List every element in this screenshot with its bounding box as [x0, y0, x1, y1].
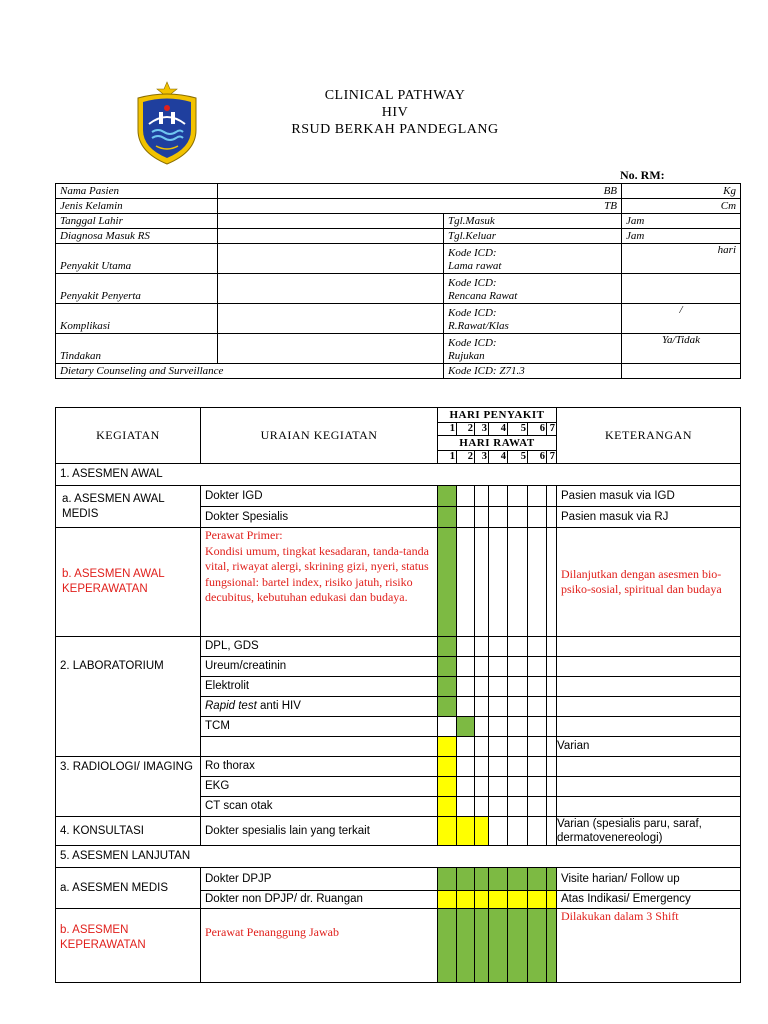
day-cell-green	[489, 868, 508, 891]
day-cell-green	[547, 868, 557, 891]
jam-masuk-label: Jam	[622, 214, 741, 229]
empty-cell	[557, 797, 741, 817]
ureum-text: Ureum/creatinin	[201, 657, 438, 677]
day-cell	[528, 677, 547, 697]
day-cell	[528, 777, 547, 797]
day-cell-yellow	[438, 757, 457, 777]
tgl-keluar-label: Tgl.Keluar	[444, 229, 622, 244]
day-cell	[547, 637, 557, 657]
day-cell	[508, 697, 528, 717]
hari-unit: hari	[622, 244, 741, 274]
day-number: 5	[508, 423, 528, 436]
empty-cell	[557, 637, 741, 657]
day-cell	[528, 757, 547, 777]
perawat-pj-text: Perawat Penanggung Jawab	[201, 909, 438, 983]
day-cell	[508, 817, 528, 846]
day-cell	[475, 677, 489, 697]
day-cell-green	[438, 657, 457, 677]
slash-mark: /	[622, 304, 741, 334]
empty-cell	[218, 274, 444, 304]
day-cell	[547, 697, 557, 717]
empty-cell	[557, 657, 741, 677]
day-cell	[508, 657, 528, 677]
tanggal-lahir-label: Tanggal Lahir	[56, 214, 218, 229]
day-cell	[547, 677, 557, 697]
kegiatan-header: KEGIATAN	[56, 408, 201, 464]
no-rm-label: No. RM:	[620, 168, 665, 182]
title-line-1: CLINICAL PATHWAY	[324, 88, 466, 103]
kg-unit: Kg	[622, 184, 741, 199]
day-cell-green	[438, 507, 457, 528]
diagnosa-label: Diagnosa Masuk RS	[56, 229, 218, 244]
title-line-3: RSUD BERKAH PANDEGLANG	[291, 122, 499, 137]
day-cell-green	[475, 909, 489, 983]
ket-igd: Pasien masuk via IGD	[557, 486, 741, 507]
asesmen-awal-medis-label: a. ASESMEN AWAL MEDIS	[56, 486, 201, 528]
day-cell	[457, 657, 475, 677]
day-cell	[528, 486, 547, 507]
day-cell	[508, 528, 528, 637]
day-cell	[528, 507, 547, 528]
dpl-text: DPL, GDS	[201, 637, 438, 657]
empty-cell	[557, 777, 741, 797]
day-cell-yellow	[508, 891, 528, 909]
empty-cell	[218, 334, 444, 364]
day-cell	[528, 717, 547, 737]
day-cell	[547, 797, 557, 817]
asesmen-keperawatan-label: b. ASESMEN KEPERAWATAN	[56, 909, 201, 983]
day-number: 4	[489, 451, 508, 464]
kode-icd-1: Kode ICD:	[448, 247, 497, 259]
day-cell-green	[457, 909, 475, 983]
day-cell-yellow	[438, 891, 457, 909]
cm-unit: Cm	[622, 199, 741, 214]
konsultasi-text: Dokter spesialis lain yang terkait	[201, 817, 438, 846]
day-cell	[475, 777, 489, 797]
uraian-header: URAIAN KEGIATAN	[201, 408, 438, 464]
day-cell	[489, 697, 508, 717]
day-cell	[457, 637, 475, 657]
kode-icd-2: Kode ICD:	[448, 277, 497, 289]
asesmen-awal-keperawatan-label: b. ASESMEN AWAL KEPERAWATAN	[56, 528, 201, 637]
keterangan-header: KETERANGAN	[557, 408, 741, 464]
ket-rj: Pasien masuk via RJ	[557, 507, 741, 528]
day-cell	[508, 637, 528, 657]
day-cell-green	[475, 868, 489, 891]
day-cell	[508, 797, 528, 817]
day-cell	[508, 737, 528, 757]
day-cell-green	[508, 909, 528, 983]
day-cell	[547, 657, 557, 677]
day-number: 7	[547, 451, 557, 464]
day-cell	[457, 777, 475, 797]
kode-icd-5: Kode ICD: Z71.3	[444, 364, 622, 379]
day-cell-green	[438, 909, 457, 983]
day-cell	[489, 737, 508, 757]
day-cell-green	[457, 717, 475, 737]
day-cell-yellow	[438, 817, 457, 846]
day-cell	[475, 637, 489, 657]
lama-rawat-label: Lama rawat	[448, 260, 502, 272]
day-cell	[457, 528, 475, 637]
day-cell	[438, 717, 457, 737]
tb-label: TB	[218, 199, 622, 214]
day-cell-green	[438, 528, 457, 637]
laboratorium-label: 2. LABORATORIUM	[56, 637, 201, 757]
day-cell	[489, 717, 508, 737]
day-cell	[547, 717, 557, 737]
komplikasi-label: Komplikasi	[56, 304, 218, 334]
day-cell	[489, 677, 508, 697]
penyakit-utama-label: Penyakit Utama	[56, 244, 218, 274]
day-number: 3	[475, 451, 489, 464]
kode-icd-3: Kode ICD:	[448, 307, 497, 319]
day-cell-yellow	[528, 891, 547, 909]
pathway-table	[55, 407, 741, 983]
day-cell	[508, 777, 528, 797]
day-cell	[475, 486, 489, 507]
perawat-primer-cell	[201, 528, 438, 637]
hari-penyakit-header: HARI PENYAKIT	[438, 408, 557, 423]
day-cell-yellow	[475, 817, 489, 846]
day-cell	[547, 507, 557, 528]
day-cell	[547, 777, 557, 797]
asesmen-medis-label: a. ASESMEN MEDIS	[56, 868, 201, 909]
day-cell	[489, 507, 508, 528]
empty-cell	[201, 737, 438, 757]
ekg-text: EKG	[201, 777, 438, 797]
day-cell	[528, 528, 547, 637]
day-number: 1	[438, 451, 457, 464]
day-cell-green	[528, 868, 547, 891]
title-line-2: HIV	[381, 105, 409, 120]
section-asesmen-awal: 1. ASESMEN AWAL	[56, 464, 741, 486]
ket-varian: Varian	[557, 737, 741, 757]
rujukan-label: Rujukan	[448, 350, 485, 362]
day-cell	[457, 737, 475, 757]
day-cell	[475, 797, 489, 817]
day-cell	[528, 817, 547, 846]
regional-emblem-icon	[132, 80, 202, 166]
tindakan-label: Tindakan	[56, 334, 218, 364]
ya-tidak-label: Ya/Tidak	[622, 334, 741, 364]
day-cell-green	[438, 697, 457, 717]
day-cell	[489, 637, 508, 657]
day-cell-green	[438, 677, 457, 697]
day-number: 1	[438, 423, 457, 436]
day-cell	[547, 817, 557, 846]
jam-keluar-label: Jam	[622, 229, 741, 244]
day-cell	[528, 697, 547, 717]
nama-label: Nama Pasien	[56, 184, 218, 199]
day-cell	[475, 697, 489, 717]
day-cell-yellow	[547, 891, 557, 909]
day-cell-green	[508, 868, 528, 891]
elektrolit-text: Elektrolit	[201, 677, 438, 697]
day-cell	[475, 717, 489, 737]
day-cell-green	[457, 868, 475, 891]
day-cell	[489, 777, 508, 797]
empty-cell	[218, 244, 444, 274]
day-cell	[508, 717, 528, 737]
ket-shift: Dilakukan dalam 3 Shift	[557, 909, 741, 983]
empty-cell	[218, 214, 444, 229]
day-cell	[457, 507, 475, 528]
day-cell-yellow	[489, 891, 508, 909]
day-cell	[457, 697, 475, 717]
day-cell	[547, 757, 557, 777]
empty-cell	[444, 304, 622, 334]
day-cell-green	[528, 909, 547, 983]
day-cell	[475, 528, 489, 637]
day-cell	[489, 757, 508, 777]
day-cell-green	[438, 486, 457, 507]
day-cell-yellow	[457, 891, 475, 909]
dokter-dpjp-text: Dokter DPJP	[201, 868, 438, 891]
empty-cell	[622, 364, 741, 379]
tcm-text: TCM	[201, 717, 438, 737]
hari-rawat-header: HARI RAWAT	[438, 436, 557, 451]
day-cell	[547, 486, 557, 507]
day-number: 6	[528, 451, 547, 464]
empty-cell	[557, 677, 741, 697]
day-number: 2	[457, 423, 475, 436]
day-cell	[475, 507, 489, 528]
day-cell	[457, 797, 475, 817]
dokter-igd-text: Dokter IGD	[201, 486, 438, 507]
day-cell	[457, 677, 475, 697]
day-cell-green	[438, 637, 457, 657]
patient-info-table	[55, 183, 741, 379]
day-cell-green	[489, 909, 508, 983]
day-cell-yellow	[475, 891, 489, 909]
rencana-rawat-label: Rencana Rawat	[448, 290, 518, 302]
rapid-test-italic: Rapid test	[205, 700, 257, 712]
day-cell	[508, 486, 528, 507]
dietary-label: Dietary Counseling and Surveillance	[56, 364, 444, 379]
day-cell	[475, 737, 489, 757]
empty-cell	[444, 244, 622, 274]
day-cell-yellow	[438, 737, 457, 757]
section-asesmen-lanjutan: 5. ASESMEN LANJUTAN	[56, 846, 741, 868]
perawat-primer-title: Perawat Primer:	[205, 528, 283, 542]
day-cell	[508, 757, 528, 777]
bb-label: BB	[218, 184, 622, 199]
day-cell-yellow	[438, 777, 457, 797]
penyakit-penyerta-label: Penyakit Penyerta	[56, 274, 218, 304]
day-number: 4	[489, 423, 508, 436]
empty-cell	[557, 717, 741, 737]
jenis-kelamin-label: Jenis Kelamin	[56, 199, 218, 214]
empty-cell	[557, 757, 741, 777]
ro-thorax-text: Ro thorax	[201, 757, 438, 777]
empty-cell	[444, 274, 622, 304]
dokter-non-dpjp-text: Dokter non DPJP/ dr. Ruangan	[201, 891, 438, 909]
day-cell	[489, 817, 508, 846]
day-cell	[528, 657, 547, 677]
kode-icd-4: Kode ICD:	[448, 337, 497, 349]
empty-cell	[218, 304, 444, 334]
day-cell	[508, 507, 528, 528]
day-number: 6	[528, 423, 547, 436]
radiologi-label: 3. RADIOLOGI/ IMAGING	[56, 757, 201, 817]
day-cell	[489, 657, 508, 677]
day-cell-green	[438, 868, 457, 891]
tgl-masuk-label: Tgl.Masuk	[444, 214, 622, 229]
day-cell	[457, 757, 475, 777]
ket-konsultasi: Varian (spesialis paru, saraf, dermatovenereologi)	[557, 817, 741, 846]
day-number: 2	[457, 451, 475, 464]
day-cell-yellow	[438, 797, 457, 817]
ket-keperawatan: Dilanjutkan dengan asesmen bio-psiko-sosial, spiritual dan budaya	[557, 528, 741, 637]
rapid-test-text	[201, 697, 438, 717]
day-cell	[508, 677, 528, 697]
empty-cell	[444, 334, 622, 364]
ket-non-dpjp: Atas Indikasi/ Emergency	[557, 891, 741, 909]
day-cell	[547, 528, 557, 637]
perawat-primer-text: Kondisi umum, tingkat kesadaran, tanda-tanda vital, riwayat alergi, skrining gizi, nyeri, status fungsional: bartel index, risiko jatuh, risiko decubitus, kebutuhan edukasi dan budaya.	[205, 543, 429, 604]
day-cell	[489, 797, 508, 817]
rawat-klas-label: R.Rawat/Klas	[448, 320, 509, 332]
day-cell	[528, 637, 547, 657]
day-number: 3	[475, 423, 489, 436]
day-cell	[457, 486, 475, 507]
day-cell	[528, 797, 547, 817]
ct-scan-text: CT scan otak	[201, 797, 438, 817]
konsultasi-label: 4. KONSULTASI	[56, 817, 201, 846]
empty-cell	[557, 697, 741, 717]
day-cell-yellow	[457, 817, 475, 846]
day-cell	[547, 737, 557, 757]
empty-cell	[218, 229, 444, 244]
ket-dpjp: Visite harian/ Follow up	[557, 868, 741, 891]
dokter-spesialis-text: Dokter Spesialis	[201, 507, 438, 528]
day-number: 7	[547, 423, 557, 436]
day-cell	[475, 757, 489, 777]
rapid-test-rest: anti HIV	[256, 700, 301, 712]
day-number: 5	[508, 451, 528, 464]
day-cell-green	[547, 909, 557, 983]
empty-cell	[622, 274, 741, 304]
day-cell	[489, 486, 508, 507]
day-cell	[475, 657, 489, 677]
day-cell	[528, 737, 547, 757]
day-cell	[489, 528, 508, 637]
